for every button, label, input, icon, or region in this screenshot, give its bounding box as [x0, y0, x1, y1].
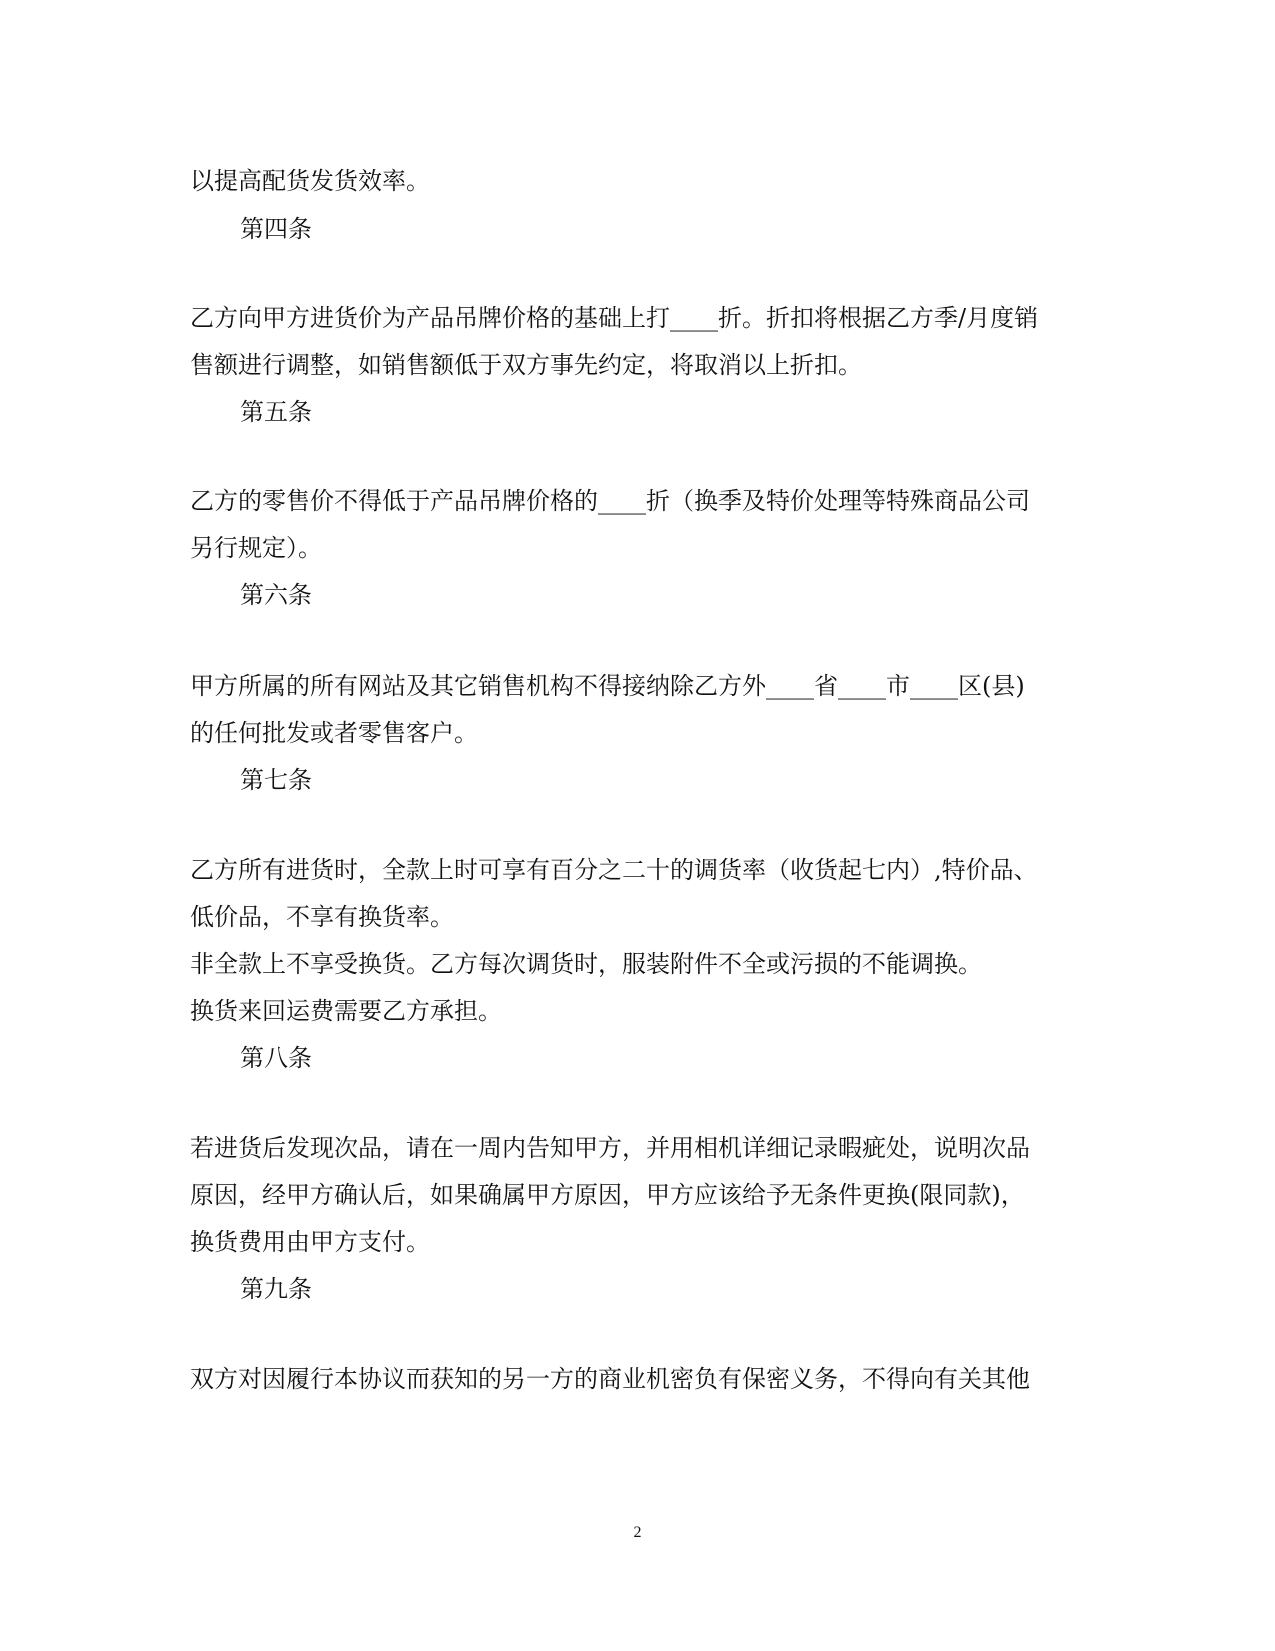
- paragraph-line: 另行规定）。: [190, 534, 322, 562]
- paragraph-line: 若进货后发现次品，请在一周内告知甲方，并用相机详细记录暇疵处，说明次品: [190, 1134, 1030, 1162]
- paragraph-line: 低价品，不享有换货率。: [190, 903, 454, 931]
- paragraph-line: 的任何批发或者零售客户。: [190, 719, 478, 747]
- paragraph-line: 乙方向甲方进货价为产品吊牌价格的基础上打____折。折扣将根据乙方季/月度销: [190, 304, 1039, 332]
- paragraph-line: 原因，经甲方确认后，如果确属甲方原因，甲方应该给予无条件更换(限同款)，: [190, 1181, 1025, 1209]
- paragraph-line: 乙方的零售价不得低于产品吊牌价格的____折（换季及特价处理等特殊商品公司: [190, 487, 1030, 515]
- paragraph-line: 甲方所属的所有网站及其它销售机构不得接纳除乙方外____省____市____区(县): [190, 672, 1025, 700]
- article-heading-7: 第七条: [240, 766, 312, 794]
- paragraph-line: 换货来回运费需要乙方承担。: [190, 997, 502, 1025]
- paragraph-line: 双方对因履行本协议而获知的另一方的商业机密负有保密义务，不得向有关其他: [190, 1365, 1030, 1393]
- article-heading-4: 第四条: [240, 215, 312, 243]
- paragraph-line: 换货费用由甲方支付。: [190, 1228, 430, 1256]
- article-heading-6: 第六条: [240, 581, 312, 609]
- paragraph-line: 以提高配货发货效率。: [190, 167, 430, 195]
- article-heading-8: 第八条: [240, 1044, 312, 1072]
- article-heading-9: 第九条: [240, 1275, 312, 1303]
- article-heading-5: 第五条: [240, 398, 312, 426]
- paragraph-line: 非全款上不享受换货。乙方每次调货时，服装附件不全或污损的不能调换。: [190, 950, 982, 978]
- paragraph-line: 乙方所有进货时，全款上时可享有百分之二十的调货率（收货起七内）,特价品、: [190, 856, 1038, 884]
- paragraph-line: 售额进行调整，如销售额低于双方事先约定，将取消以上折扣。: [190, 351, 862, 379]
- page-number: 2: [633, 1524, 642, 1541]
